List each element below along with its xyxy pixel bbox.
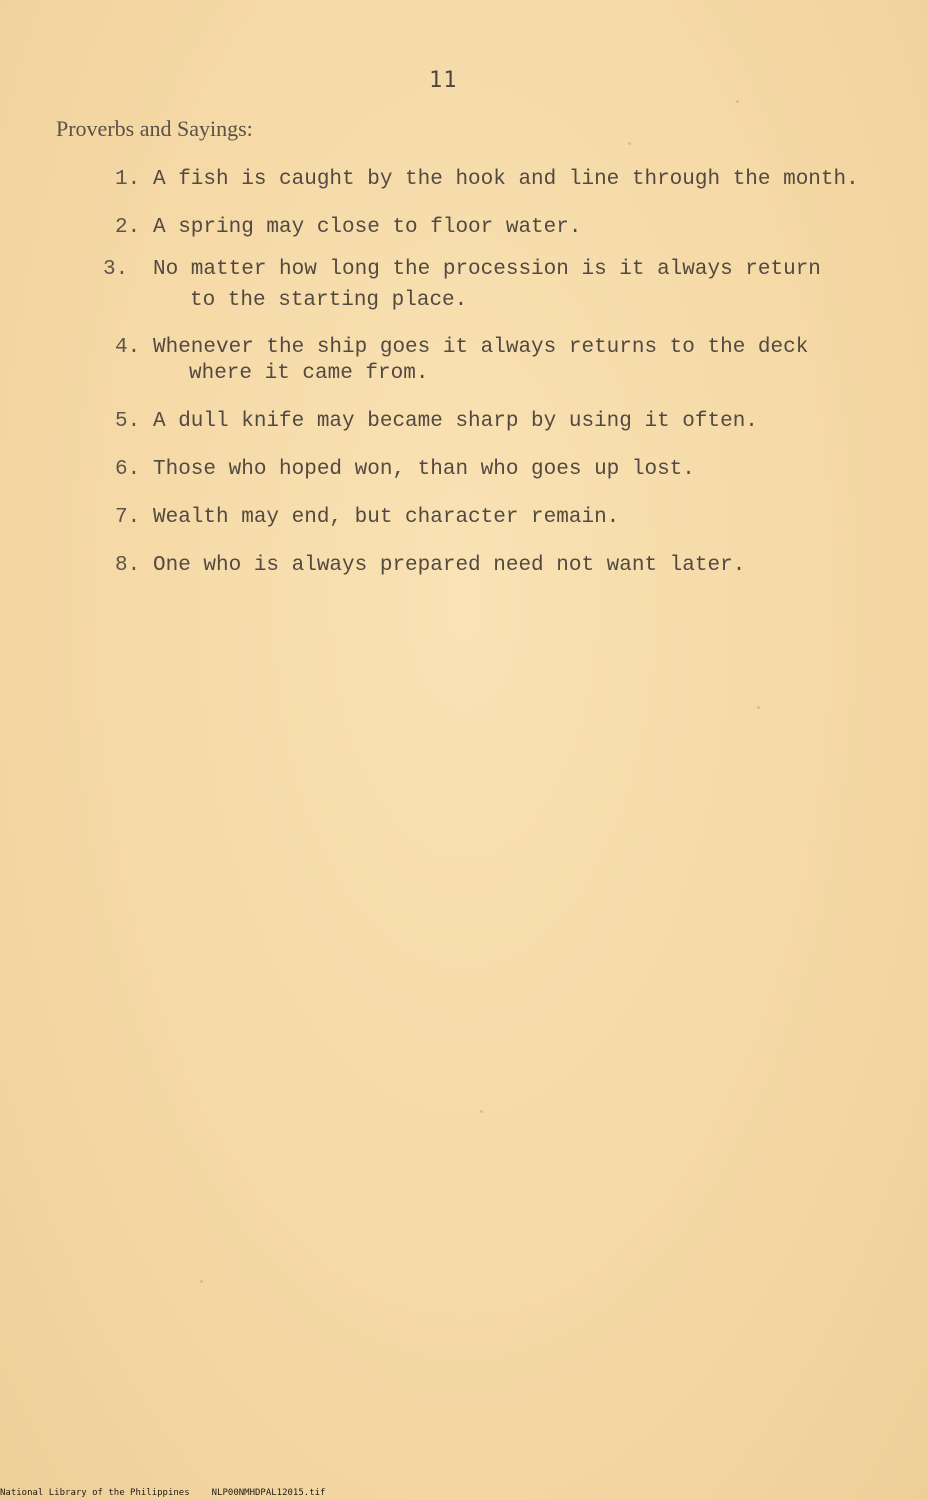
proverb-text: A fish is caught by the hook and line through the month. [153, 168, 859, 191]
paper-speck [480, 1110, 483, 1113]
page-number: 11 [429, 68, 458, 93]
proverb-text: Whenever the ship goes it always returns to the deck [153, 336, 809, 359]
proverb-text: A spring may close to floor water. [153, 216, 582, 239]
proverb-item [115, 504, 619, 532]
proverb-item [115, 166, 859, 194]
proverb-continuation: where it came from. [189, 362, 429, 385]
proverb-text: Wealth may end, but character remain. [153, 506, 620, 529]
proverb-item [115, 214, 581, 242]
proverb-text: A dull knife may became sharp by using it often. [153, 410, 758, 433]
proverb-number: 3. [103, 258, 129, 281]
proverb-continuation: to the starting place. [190, 289, 468, 312]
proverb-item [115, 334, 808, 388]
proverb-item [115, 456, 695, 484]
paper-speck [628, 142, 631, 145]
proverb-number: 6. [115, 458, 141, 481]
proverb-text: One who is always prepared need not want later. [153, 554, 746, 577]
proverb-number: 2. [115, 216, 141, 239]
section-heading: Proverbs and Sayings: [56, 116, 253, 141]
proverb-text: No matter how long the procession is it always return [153, 258, 821, 281]
footer-library: National Library of the Philippines [0, 1488, 190, 1498]
scan-footer [0, 1488, 347, 1498]
proverb-number: 7. [115, 506, 141, 529]
proverb-text: Those who hoped won, than who goes up lost. [153, 458, 695, 481]
proverb-number: 1. [115, 168, 141, 191]
paper-speck [757, 706, 760, 709]
paper-speck [200, 1280, 203, 1283]
proverb-number: 4. [115, 336, 141, 359]
proverb-number: 5. [115, 410, 141, 433]
paper-speck [736, 100, 739, 103]
proverb-item [115, 552, 745, 580]
footer-filename: NLP00NMHDPAL12015.tif [211, 1488, 326, 1498]
proverb-number: 8. [115, 554, 141, 577]
proverb-item [103, 256, 821, 315]
proverb-item [115, 408, 758, 436]
